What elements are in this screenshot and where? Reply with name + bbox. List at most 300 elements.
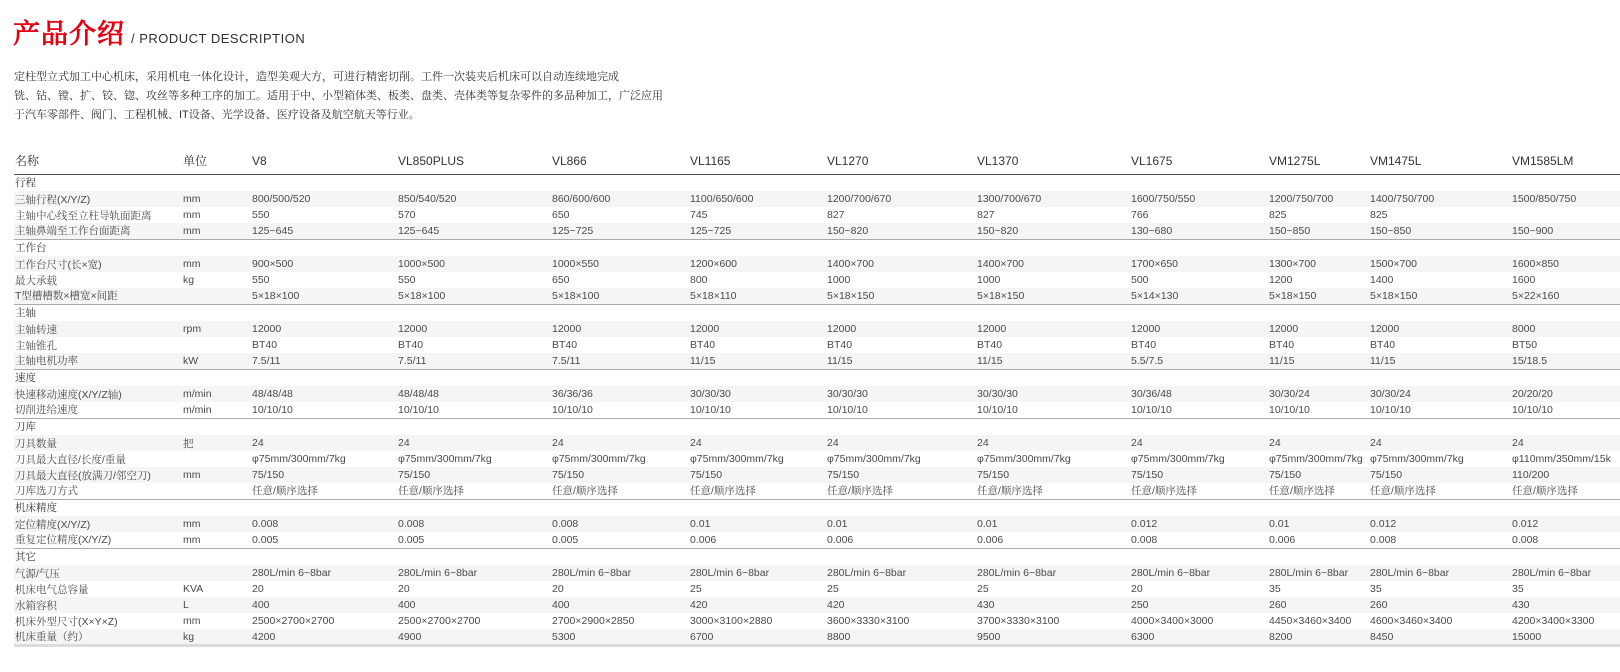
spec-value: 12000 xyxy=(976,321,1130,337)
spec-value: 0.006 xyxy=(827,533,854,546)
spec-value: 250 xyxy=(1130,597,1268,613)
spec-value: 6300 xyxy=(1130,629,1268,646)
model-column-header: VM1585LM xyxy=(1511,148,1620,174)
spec-value: 25 xyxy=(977,583,989,595)
spec-value: 75/150 xyxy=(1130,467,1268,483)
spec-value: 30/30/24 xyxy=(1369,386,1511,402)
spec-value: 75/150 xyxy=(551,467,689,483)
spec-unit xyxy=(182,288,251,304)
spec-row xyxy=(14,483,1620,499)
spec-value: 1400 xyxy=(1370,274,1394,286)
spec-label: 重复定位精度(X/Y/Z) xyxy=(15,534,112,547)
spec-row xyxy=(14,337,1620,353)
spec-value: 5×18×100 xyxy=(551,288,689,304)
section-header-row xyxy=(14,304,1620,321)
spec-value: 5×18×150 xyxy=(1369,288,1511,304)
spec-label: 三轴行程(X/Y/Z) xyxy=(14,191,182,207)
spec-value: 400 xyxy=(251,597,397,613)
spec-unit: m/min xyxy=(182,386,251,402)
spec-label: 刀具最大直径(放满刀/邻空刀) xyxy=(14,467,182,483)
spec-value: φ75mm/300mm/7kg xyxy=(252,453,346,465)
spec-value: 10/10/10 xyxy=(827,403,868,416)
spec-row xyxy=(14,207,1620,223)
spec-row xyxy=(14,565,1620,581)
spec-label: 机床重量（约） xyxy=(14,629,182,646)
spec-value: 766 xyxy=(1131,209,1149,221)
spec-value: 0.008 xyxy=(1131,533,1158,546)
spec-unit: mm xyxy=(182,516,251,532)
spec-value: 2500×2700×2700 xyxy=(252,615,335,627)
spec-value: 0.01 xyxy=(826,516,976,532)
spec-value: 280L/min 6~8bar xyxy=(1130,565,1268,581)
spec-value: 0.008 xyxy=(551,516,689,532)
spec-value: 4000×3400×3000 xyxy=(1131,615,1214,627)
section-title: 机床精度 xyxy=(14,499,1620,516)
spec-value: 8450 xyxy=(1369,629,1511,646)
spec-value: BT40 xyxy=(1131,339,1157,351)
spec-value: 400 xyxy=(397,597,551,613)
spec-value: 2500×2700×2700 xyxy=(398,615,481,627)
section-header-row xyxy=(14,548,1620,565)
intro-line: 于汽车零部件、阀门、工程机械、IT设备、光学设备、医疗设备及航空航天等行业。 xyxy=(14,109,420,121)
model-column-header: VL1370 xyxy=(976,148,1130,174)
page-title-english: / PRODUCT DESCRIPTION xyxy=(131,31,306,46)
spec-value: 0.008 xyxy=(251,516,397,532)
spec-value: 500 xyxy=(1131,274,1149,286)
spec-value: 75/150 xyxy=(1268,467,1369,483)
page-title-chinese: 产品介绍 xyxy=(13,19,125,49)
section-title: 行程 xyxy=(14,174,1620,191)
spec-value: 1200/750/700 xyxy=(1268,191,1369,207)
spec-value: 1400/750/700 xyxy=(1369,191,1511,207)
spec-value: 1000×550 xyxy=(551,256,689,272)
spec-value: 35 xyxy=(1370,583,1382,595)
spec-value: 827 xyxy=(827,209,845,221)
spec-value: 850/540/520 xyxy=(397,191,551,207)
spec-value: 825 xyxy=(1370,209,1388,221)
spec-value: 0.01 xyxy=(1268,516,1369,532)
spec-value: BT40 xyxy=(1269,339,1295,351)
spec-value: 11/15 xyxy=(976,353,1130,369)
spec-value: 任意/顺序选择 xyxy=(398,485,464,498)
spec-unit: 把 xyxy=(182,435,251,451)
spec-value: 24 xyxy=(1511,435,1620,451)
spec-unit xyxy=(182,451,251,467)
spec-unit xyxy=(182,565,251,581)
spec-value: 1300/700/670 xyxy=(976,191,1130,207)
spec-value: 75/150 xyxy=(826,467,976,483)
spec-value: 35 xyxy=(1269,583,1281,595)
spec-value: 6700 xyxy=(689,629,826,646)
spec-value: 1400×700 xyxy=(826,256,976,272)
spec-value: 1200/700/670 xyxy=(826,191,976,207)
spec-value: 125~725 xyxy=(551,223,689,239)
spec-value: 280L/min 6~8bar xyxy=(551,565,689,581)
spec-value: 550 xyxy=(252,209,270,221)
spec-value: 30/36/48 xyxy=(1130,386,1268,402)
spec-value: BT50 xyxy=(1512,339,1538,351)
spec-value: 1300×700 xyxy=(1268,256,1369,272)
spec-row xyxy=(14,581,1620,597)
spec-unit: mm xyxy=(183,209,201,221)
spec-value: 30/30/30 xyxy=(826,386,976,402)
spec-row xyxy=(14,288,1620,304)
model-column-header: V8 xyxy=(251,148,397,174)
spec-value: 0.006 xyxy=(977,533,1004,546)
spec-label: 定位精度(X/Y/Z) xyxy=(14,516,182,532)
spec-value: 125~645 xyxy=(397,223,551,239)
spec-value: 30/30/30 xyxy=(976,386,1130,402)
spec-value: 280L/min 6~8bar xyxy=(1511,565,1620,581)
spec-value: 24 xyxy=(689,435,826,451)
model-column-header: VM1275L xyxy=(1268,148,1369,174)
spec-row xyxy=(14,597,1620,613)
spec-value: 0.01 xyxy=(689,516,826,532)
spec-table-body xyxy=(14,174,1620,646)
spec-value: 24 xyxy=(826,435,976,451)
spec-value: 5×18×150 xyxy=(976,288,1130,304)
spec-value: 1000 xyxy=(977,274,1001,286)
spec-value: 12000 xyxy=(397,321,551,337)
spec-value: 任意/顺序选择 xyxy=(1269,485,1335,498)
spec-value: 35 xyxy=(1512,583,1524,595)
spec-value: 0.006 xyxy=(690,533,717,546)
spec-value: BT40 xyxy=(1370,339,1396,351)
spec-value: 20 xyxy=(1131,583,1143,595)
spec-value: 10/10/10 xyxy=(398,403,439,416)
spec-row xyxy=(14,467,1620,483)
spec-value: 20/20/20 xyxy=(1511,386,1620,402)
spec-value: φ75mm/300mm/7kg xyxy=(1269,453,1363,465)
spec-value: 650 xyxy=(552,209,570,221)
spec-unit: kW xyxy=(182,353,251,369)
spec-value: 1000 xyxy=(827,274,851,286)
spec-row xyxy=(14,516,1620,532)
model-column-header: VM1475L xyxy=(1369,148,1511,174)
model-column-header: VL1675 xyxy=(1130,148,1268,174)
spec-value: 12000 xyxy=(551,321,689,337)
spec-label: 主轴中心线至立柱导轨面距离 xyxy=(15,209,152,222)
page-title xyxy=(13,12,305,51)
spec-value: 75/150 xyxy=(397,467,551,483)
spec-value: 1500×700 xyxy=(1369,256,1511,272)
spec-label: 机床电气总容量 xyxy=(15,583,89,596)
spec-value: 1600/750/550 xyxy=(1130,191,1268,207)
spec-label: 主轴鼻端至工作台面距离 xyxy=(14,223,182,239)
spec-label: 主轴转速 xyxy=(14,321,182,337)
spec-value: 1500/850/750 xyxy=(1511,191,1620,207)
section-header-row xyxy=(14,499,1620,516)
model-column-header: VL1270 xyxy=(826,148,976,174)
spec-value: 75/150 xyxy=(976,467,1130,483)
spec-label: 切削进给速度 xyxy=(15,404,78,417)
spec-value: 任意/顺序选择 xyxy=(690,485,756,498)
spec-value: 0.005 xyxy=(398,533,425,546)
spec-value: 0.005 xyxy=(252,533,279,546)
spec-unit: kg xyxy=(183,274,195,286)
spec-value: 125~725 xyxy=(689,223,826,239)
spec-label: 气源/气压 xyxy=(14,565,182,581)
spec-value: 1100/650/600 xyxy=(689,191,826,207)
spec-value: 10/10/10 xyxy=(1370,403,1411,416)
spec-unit: L xyxy=(182,597,251,613)
spec-value: 280L/min 6~8bar xyxy=(1268,565,1369,581)
spec-value: 11/15 xyxy=(826,353,976,369)
spec-value: 20 xyxy=(398,583,410,595)
spec-value: 550 xyxy=(252,274,270,286)
spec-unit xyxy=(182,483,251,499)
spec-value: 570 xyxy=(398,209,416,221)
spec-label: 水箱容积 xyxy=(14,597,182,613)
name-column-header: 名称 xyxy=(14,148,182,174)
spec-value: 10/10/10 xyxy=(1512,403,1553,416)
spec-label: 刀库选刀方式 xyxy=(15,485,78,498)
spec-value: 25 xyxy=(690,583,702,595)
spec-value: 24 xyxy=(551,435,689,451)
spec-value: 20 xyxy=(552,583,564,595)
spec-value: BT40 xyxy=(827,339,853,351)
spec-row xyxy=(14,532,1620,548)
spec-value: 1600×850 xyxy=(1511,256,1620,272)
spec-value: 125~645 xyxy=(251,223,397,239)
spec-value: 任意/顺序选择 xyxy=(1370,485,1436,498)
spec-value xyxy=(1511,207,1620,223)
spec-value: 10/10/10 xyxy=(690,403,731,416)
spec-value: 1200 xyxy=(1269,274,1293,286)
spec-value: 75/150 xyxy=(689,467,826,483)
model-column-header: VL850PLUS xyxy=(397,148,551,174)
spec-value: 10/10/10 xyxy=(1269,403,1310,416)
spec-value: 5×22×160 xyxy=(1511,288,1620,304)
spec-value: 0.008 xyxy=(1370,533,1397,546)
spec-value: 650 xyxy=(552,274,570,286)
spec-header-row xyxy=(14,148,1620,174)
spec-value: 2700×2900×2850 xyxy=(552,615,635,627)
spec-value: 7.5/11 xyxy=(551,353,689,369)
spec-value: 12000 xyxy=(826,321,976,337)
spec-value: 825 xyxy=(1269,209,1287,221)
spec-value: BT40 xyxy=(977,339,1003,351)
spec-unit: mm xyxy=(182,256,251,272)
spec-value: 430 xyxy=(976,597,1130,613)
spec-value: 24 xyxy=(251,435,397,451)
spec-value: 48/48/48 xyxy=(397,386,551,402)
spec-value: 150~820 xyxy=(976,223,1130,239)
spec-value: 260 xyxy=(1369,597,1511,613)
spec-value: 10/10/10 xyxy=(1131,403,1172,416)
spec-value: 1000×500 xyxy=(397,256,551,272)
spec-value: 任意/顺序选择 xyxy=(827,485,893,498)
spec-value: 0.01 xyxy=(976,516,1130,532)
spec-table xyxy=(14,148,1620,647)
spec-value: 8200 xyxy=(1268,629,1369,646)
spec-value: 5×14×130 xyxy=(1130,288,1268,304)
spec-value: φ110mm/350mm/15k xyxy=(1512,453,1611,465)
spec-value: 30/30/24 xyxy=(1268,386,1369,402)
spec-value: 75/150 xyxy=(1369,467,1511,483)
section-header-row xyxy=(14,369,1620,386)
spec-value: 280L/min 6~8bar xyxy=(397,565,551,581)
spec-value: 12000 xyxy=(689,321,826,337)
spec-value: BT40 xyxy=(398,339,424,351)
spec-unit: mm xyxy=(182,467,251,483)
spec-value: 20 xyxy=(252,583,264,595)
spec-label: 工作台尺寸(长×宽) xyxy=(14,256,182,272)
spec-row xyxy=(14,435,1620,451)
spec-value: φ75mm/300mm/7kg xyxy=(690,453,784,465)
spec-value: 5×18×110 xyxy=(689,288,826,304)
spec-row xyxy=(14,353,1620,369)
spec-value: 150~850 xyxy=(1369,223,1511,239)
intro-line: 铣、钻、镗、扩、铰、锪、攻丝等多种工序的加工。适用于中、小型箱体类、板类、盘类、壳体类等复杂零件的多品种加工，广泛应用 xyxy=(14,90,663,102)
model-column-header: VL1165 xyxy=(689,148,826,174)
spec-value: 280L/min 6~8bar xyxy=(689,565,826,581)
spec-value: BT40 xyxy=(552,339,578,351)
spec-value: 420 xyxy=(689,597,826,613)
spec-value: φ75mm/300mm/7kg xyxy=(552,453,646,465)
spec-value: 75/150 xyxy=(251,467,397,483)
spec-unit: mm xyxy=(183,615,201,627)
spec-row xyxy=(14,321,1620,337)
spec-label: T型槽槽数×槽宽×间距 xyxy=(14,288,182,304)
spec-value: 11/15 xyxy=(689,353,826,369)
spec-value: 5×18×100 xyxy=(251,288,397,304)
spec-value: φ75mm/300mm/7kg xyxy=(977,453,1071,465)
product-intro-paragraph xyxy=(14,68,663,125)
spec-unit: rpm xyxy=(182,321,251,337)
spec-label: 主轴锥孔 xyxy=(15,339,57,352)
spec-value: 550 xyxy=(398,274,416,286)
spec-value: 10/10/10 xyxy=(977,403,1018,416)
spec-value: 4600×3460×3400 xyxy=(1370,615,1453,627)
spec-value: 745 xyxy=(690,209,708,221)
spec-unit: mm xyxy=(182,223,251,239)
spec-value: 5300 xyxy=(551,629,689,646)
spec-label: 刀具数量 xyxy=(14,435,182,451)
spec-value: BT40 xyxy=(252,339,278,351)
spec-value: 36/36/36 xyxy=(551,386,689,402)
spec-value: 280L/min 6~8bar xyxy=(976,565,1130,581)
unit-column-header: 单位 xyxy=(182,148,251,174)
spec-value: 24 xyxy=(1268,435,1369,451)
spec-value: 12000 xyxy=(1268,321,1369,337)
spec-value: 280L/min 6~8bar xyxy=(251,565,397,581)
spec-value: 48/48/48 xyxy=(251,386,397,402)
spec-value: 0.008 xyxy=(397,516,551,532)
spec-value: 400 xyxy=(551,597,689,613)
spec-value: φ75mm/300mm/7kg xyxy=(827,453,921,465)
spec-value: 3000×3100×2880 xyxy=(690,615,773,627)
spec-value: 7.5/11 xyxy=(251,353,397,369)
spec-row xyxy=(14,223,1620,239)
spec-value: 0.006 xyxy=(1269,533,1296,546)
spec-value: 任意/顺序选择 xyxy=(1131,485,1197,498)
spec-value: 900×500 xyxy=(251,256,397,272)
spec-value: 任意/顺序选择 xyxy=(1512,485,1578,498)
spec-row xyxy=(14,386,1620,402)
section-header-row xyxy=(14,239,1620,256)
spec-value: 1400×700 xyxy=(976,256,1130,272)
spec-value: 10/10/10 xyxy=(252,403,293,416)
spec-value: 1600 xyxy=(1512,274,1536,286)
spec-value: 任意/顺序选择 xyxy=(252,485,318,498)
spec-row xyxy=(14,256,1620,272)
spec-unit: KVA xyxy=(183,583,204,595)
spec-value: 4200 xyxy=(251,629,397,646)
spec-value: 任意/顺序选择 xyxy=(977,485,1043,498)
spec-value: 0.005 xyxy=(552,533,579,546)
spec-value: 0.012 xyxy=(1130,516,1268,532)
spec-value: 5.5/7.5 xyxy=(1130,353,1268,369)
spec-unit: kg xyxy=(182,629,251,646)
spec-value: 1200×600 xyxy=(689,256,826,272)
intro-line: 定柱型立式加工中心机床，采用机电一体化设计，造型美观大方，可进行精密切削。工件一次装夹后机床可以自动连续地完成 xyxy=(14,71,619,83)
section-title: 工作台 xyxy=(14,239,1620,256)
spec-value: 24 xyxy=(1130,435,1268,451)
spec-value: 3600×3330×3100 xyxy=(827,615,910,627)
spec-unit: m/min xyxy=(183,403,212,416)
spec-value: 150~820 xyxy=(826,223,976,239)
spec-value: 10/10/10 xyxy=(552,403,593,416)
spec-value: 3700×3330×3100 xyxy=(977,615,1060,627)
spec-row xyxy=(14,451,1620,467)
spec-label: 快速移动速度(X/Y/Z轴) xyxy=(14,386,182,402)
spec-value: 150~850 xyxy=(1268,223,1369,239)
spec-value: 8800 xyxy=(826,629,976,646)
spec-value: φ75mm/300mm/7kg xyxy=(1370,453,1464,465)
spec-value: 0.012 xyxy=(1369,516,1511,532)
spec-value: 24 xyxy=(976,435,1130,451)
section-title: 刀库 xyxy=(14,418,1620,435)
spec-value: 8000 xyxy=(1511,321,1620,337)
section-title: 主轴 xyxy=(14,304,1620,321)
model-column-header: VL866 xyxy=(551,148,689,174)
spec-unit xyxy=(182,337,251,353)
spec-label: 最大承载 xyxy=(15,274,57,287)
spec-value: 130~680 xyxy=(1130,223,1268,239)
spec-value: 11/15 xyxy=(1268,353,1369,369)
spec-value: 15000 xyxy=(1511,629,1620,646)
spec-unit: mm xyxy=(182,191,251,207)
spec-value: 12000 xyxy=(1130,321,1268,337)
spec-row xyxy=(14,402,1620,418)
spec-value: 9500 xyxy=(976,629,1130,646)
spec-value: 420 xyxy=(826,597,976,613)
spec-label: 主轴电机功率 xyxy=(14,353,182,369)
spec-value: 25 xyxy=(827,583,839,595)
spec-value: 4900 xyxy=(397,629,551,646)
spec-value: φ75mm/300mm/7kg xyxy=(398,453,492,465)
spec-row xyxy=(14,613,1620,629)
spec-value: 11/15 xyxy=(1369,353,1511,369)
spec-value: 800 xyxy=(690,274,708,286)
spec-value: 827 xyxy=(977,209,995,221)
spec-value: 430 xyxy=(1511,597,1620,613)
spec-label: 机床外型尺寸(X×Y×Z) xyxy=(15,615,118,628)
spec-row xyxy=(14,191,1620,207)
spec-value: 280L/min 6~8bar xyxy=(826,565,976,581)
spec-value: 0.012 xyxy=(1511,516,1620,532)
spec-value: 30/30/30 xyxy=(689,386,826,402)
spec-value: 24 xyxy=(397,435,551,451)
spec-row xyxy=(14,629,1620,646)
spec-value: 110/200 xyxy=(1511,467,1620,483)
spec-value: 12000 xyxy=(1369,321,1511,337)
spec-label: 刀具最大直径/长度/重量 xyxy=(15,453,126,466)
spec-value: 280L/min 6~8bar xyxy=(1369,565,1511,581)
spec-value: 4200×3400×3300 xyxy=(1512,615,1595,627)
spec-value: 150~900 xyxy=(1511,223,1620,239)
